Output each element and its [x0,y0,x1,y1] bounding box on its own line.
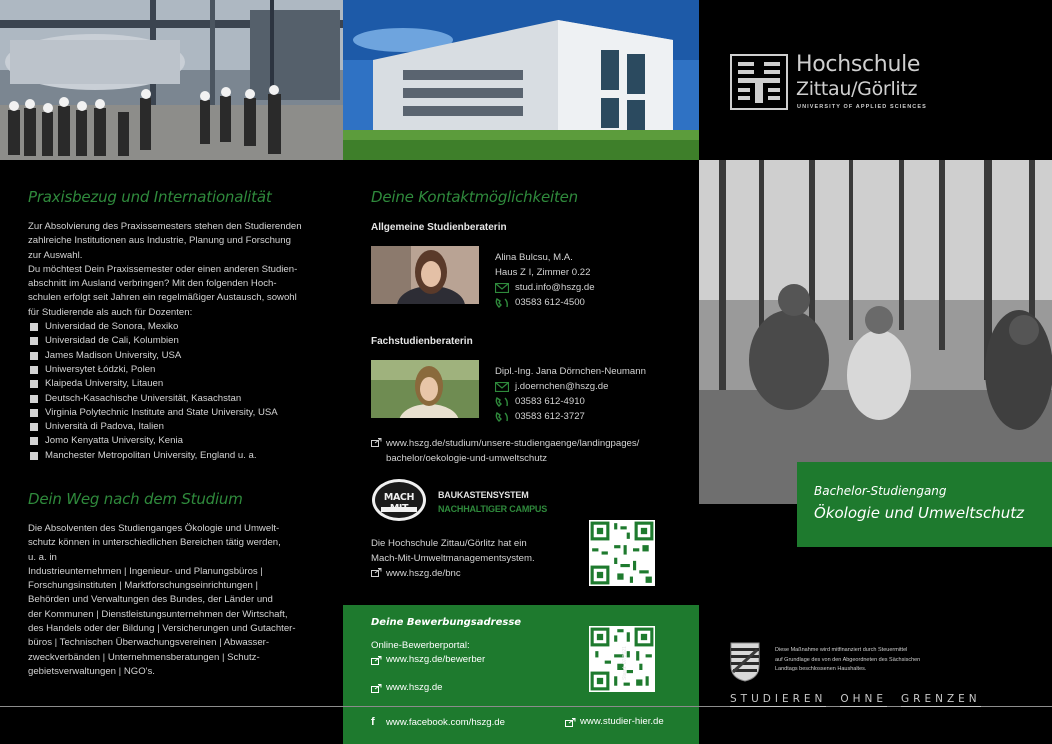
advisor-phone[interactable]: 03583 612-3727 [515,411,585,422]
program-page-link[interactable] [371,436,639,466]
practice-intro [28,220,328,463]
career-line: Industrieunternehmen | Ingenieur- und Planungsbüros | [28,565,263,577]
funding-line: Landtags beschlossenen Haushaltes. [775,666,867,672]
link-arrow-icon [371,656,382,665]
career-line: schutz können in unterschiedlichen Bereichen tätig werden, [28,537,281,549]
career-line: gebietsverwaltungen | NGO's. [28,665,155,677]
program-label: Bachelor-Studiengang [814,484,947,498]
advisor-phone[interactable]: 03583 612-4500 [515,297,585,308]
general-advisor-label: Allgemeine Studienberaterin [371,222,507,233]
slogan-word: STUDIEREN [730,693,827,705]
career-line: büros | Technischen Überwachungsvereinen | Abwasser- [28,637,270,649]
application-portal-link-row[interactable] [371,654,485,665]
mach-mit-badge-text: MACH MIT [383,492,415,514]
phone-icon [495,298,509,308]
career-line: Behörden und Verwaltungen des Bundes, der Länder und [28,594,273,606]
career-line: der Kommunen | Dienstleistungsunternehmen der Wirtschaft, [28,608,288,620]
link-arrow-icon [565,718,576,727]
intro-line: abschnitt im Ausland verbringen? Mit den folgenden Hoch- [28,278,277,290]
career-line: des Handels oder der Bildung | Versicherungen und Gutachter- [28,623,296,635]
advisor-email-row[interactable] [495,379,646,394]
funding-notice [775,646,920,675]
program-name: Ökologie und Umweltschutz [814,504,1024,522]
funding-line: auf Grundlage des von den Abgeordneten des Sächsischen [775,656,921,663]
facebook-icon: f [371,716,375,728]
forest-fieldwork-photo [699,160,1052,504]
list-item: Deutsch-Kasachische Universität, Kasachstan [28,392,328,406]
logo-line-1: Hochschule [796,52,921,77]
studier-hier-link-row[interactable] [565,716,664,727]
advisor-name: Alina Bulcsu, M.A. [495,252,573,263]
qr-code-icon [589,520,655,586]
advisor-portrait-1 [371,246,479,304]
list-item: James Madison University, USA [28,349,328,363]
advisor-name: Dipl.-Ing. Jana Dörnchen-Neumann [495,366,646,377]
list-item: Jomo Kenyatta University, Kenia [28,434,328,448]
home-link-row[interactable] [371,682,443,693]
stand-date: Stand: 07/2021 [622,646,628,680]
mach-mit-link[interactable]: www.hszg.de/bnc [386,568,461,579]
subject-advisor-details [495,364,646,424]
phone-icon [495,412,509,422]
subject-advisor-label: Fachstudienberaterin [371,336,473,347]
application-portal-link[interactable]: www.hszg.de/bewerber [386,654,486,665]
link-arrow-icon [371,568,382,577]
mach-mit-line-2: NACHHALTIGER CAMPUS [438,504,548,514]
university-building-photo [343,0,699,160]
advisor-email[interactable]: stud.info@hszg.de [515,282,595,293]
advisor-room: Haus Z I, Zimmer 0.22 [495,267,591,278]
slogan [730,693,981,707]
studier-hier-link[interactable]: www.studier-hier.de [580,716,664,727]
advisor-phone[interactable]: 03583 612-4910 [515,396,585,407]
mach-mit-link-row[interactable] [371,566,535,581]
logo-line-2: Zittau/Görlitz [796,78,918,100]
intro-line: schulen erfolgt seit Jahren ein regelmäßiger Austausch, sowohl [28,292,297,304]
qr-code-campus [589,520,655,586]
advisor-phone-row[interactable] [495,394,646,409]
general-advisor-details [495,250,595,310]
mach-mit-description [371,536,535,581]
list-item: Virginia Polytechnic Institute and State University, USA [28,406,328,420]
industrial-site-photo [0,0,343,160]
mail-icon [495,283,509,293]
section-career-title: Dein Weg nach dem Studium [28,490,243,508]
advisor-name-row [495,364,646,379]
list-item: Universidad de Cali, Kolumbien [28,334,328,348]
contact-title: Deine Kontaktmöglichkeiten [371,188,578,206]
mach-mit-line-1: BAUKASTENSYSTEM [438,490,529,500]
facebook-link-row[interactable] [371,716,505,728]
advisor-phone-row[interactable] [495,295,595,310]
phone-icon [495,397,509,407]
career-line: zweckverbänden | Unternehmensberatungen | Schutz- [28,651,260,663]
slogan-word: OHNE [840,693,888,705]
hszg-logo-icon [730,54,788,110]
link-arrow-icon [371,438,382,447]
intro-line: zur Auswahl. [28,249,83,261]
section-practice-title: Praxisbezug und Internationalität [28,188,272,206]
partner-university-list [28,320,328,463]
intro-line: Du möchtest Dein Praxissemester oder einen anderen Studien- [28,263,298,275]
list-item: Universidad de Sonora, Mexiko [28,320,328,334]
slogan-word: GRENZEN [901,693,981,705]
list-item: Klaipeda University, Litauen [28,377,328,391]
mail-icon [495,382,509,392]
facebook-link[interactable]: www.facebook.com/hszg.de [386,716,505,728]
advisor-name-row [495,250,595,265]
application-portal-label: Online-Bewerberportal: [371,640,470,651]
advisor-phone-row[interactable] [495,409,646,424]
list-item: Università di Padova, Italien [28,420,328,434]
intro-line: zahlreiche Institutionen aus Industrie, Planung und Forschung [28,235,291,247]
career-text [28,522,328,679]
career-line: Forschungsinstituten | Marktforschungseinrichtungen | [28,580,259,592]
advisor-room-row [495,265,595,280]
program-url-line-1[interactable]: www.hszg.de/studium/unsere-studiengaenge/landingpages/ [386,438,640,449]
mach-mit-text-1: Die Hochschule Zittau/Görlitz hat ein [371,538,527,549]
advisor-email-row[interactable] [495,280,595,295]
funding-line: Diese Maßnahme wird mitfinanziert durch Steuermittel [775,647,908,653]
career-line: u. a. in [28,551,57,563]
advisor-email[interactable]: j.doernchen@hszg.de [515,381,609,392]
link-arrow-icon [371,684,382,693]
intro-line: Zur Absolvierung des Praxissemesters stehen den Studierenden [28,221,302,232]
application-title: Deine Bewerbungsadresse [371,617,522,628]
home-link[interactable]: www.hszg.de [386,682,443,693]
mach-mit-text-2: Mach-Mit-Umweltmanagementsystem. [371,553,535,564]
saxony-coat-of-arms-icon [730,642,760,682]
advisor-portrait-2 [371,360,479,418]
intro-line: für Studierende als auch für Dozenten: [28,306,193,318]
list-item: Uniwersytet Łódzki, Polen [28,363,328,377]
list-item: Manchester Metropolitan University, England u. a. [28,449,328,463]
program-url-line-2[interactable]: bachelor/oekologie-und-umweltschutz [386,453,548,464]
logo-line-3: UNIVERSITY OF APPLIED SCIENCES [797,104,927,110]
career-line: Die Absolventen des Studienganges Ökologie und Umwelt- [28,523,280,534]
